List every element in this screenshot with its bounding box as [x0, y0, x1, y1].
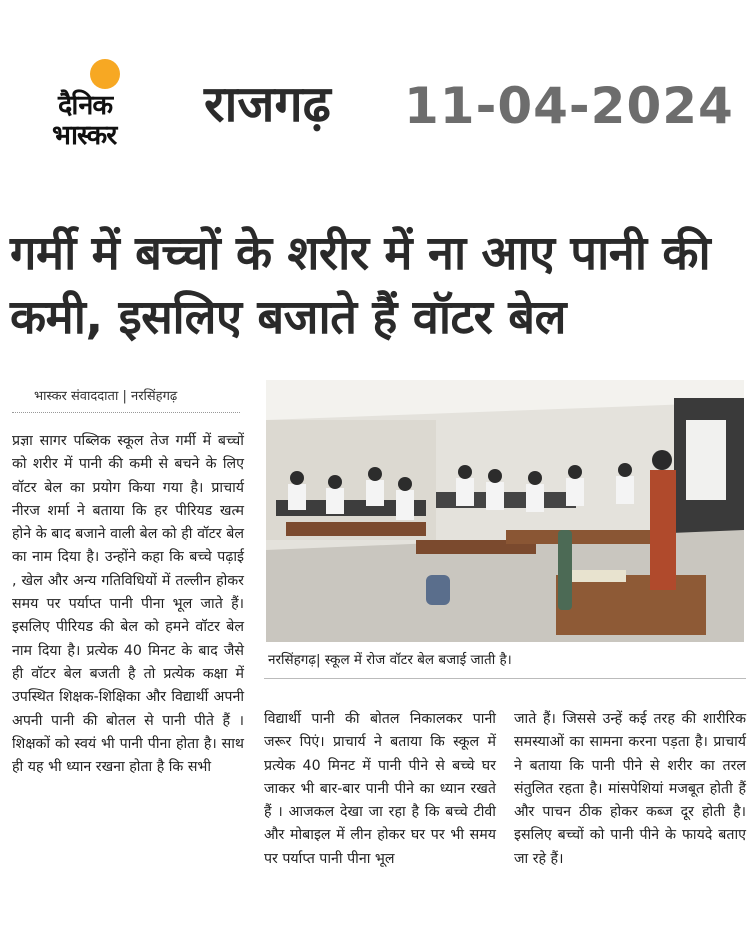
edition-city: राजगढ़ — [204, 75, 331, 133]
classroom-photo — [266, 380, 744, 642]
article-column-2: विद्यार्थी पानी की बोतल निकालकर पानी जरूर पिएं। प्राचार्य ने बताया कि स्कूल में प्रत्येक 40 मिनट में पानी पीने से बच्चे घर जाकर भी बार-बार पानी पीने का ध्यान रखते हैं । आजकल देखा जा रहा है कि बच्चे टीवी और मोबाइल में लीन होकर घर पर भी समय पर पर्याप्त पानी पीना भूल — [264, 711, 496, 867]
byline-divider — [12, 412, 240, 413]
dainik-bhaskar-logo — [50, 55, 162, 173]
article-column-3: जाते हैं। जिससे उन्हें कई तरह की शारीरिक समस्याओं का सामना करना पड़ता है। प्राचार्य ने बताया कि पानी पीने से शरीर का तरल संतुलित रहता है। मांसपेशियां मजबूत होती हैं और पाचन ठीक होकर कब्ज दूर होती है। इसलिए बच्चों को पानी पीने के फायदे बताए जा रहे हैं। — [514, 711, 746, 867]
classroom-photo-illustration — [266, 380, 744, 642]
logo-text-line1: दैनिक — [58, 90, 113, 121]
headline: गर्मी में बच्चों के शरीर में ना आए पानी की कमी, इसलिए बजाते हैं वॉटर बेल — [10, 226, 711, 345]
article-column-1: प्रज्ञा सागर पब्लिक स्कूल तेज गर्मी में बच्चों को शरीर में पानी की कमी से बचने के लिए वॉटर बेल का प्रयोग किया गया है। प्राचार्य नीरज शर्मा ने बताया कि हर पीरियड खत्म होने के बाद बजाने वाली बेल को ही वॉटर बेल का नाम दिया है। उन्होंने कहा कि बच्चे पढ़ाई , खेल और अन्य गतिविधियों में तल्लीन होकर समय पर पर्याप्त पानी पीना भूल जाते हैं। इसलिए पीरियड की बेल को हमने वॉटर बेल नाम दिया है। प्रत्येक 40 मिनट के बाद जैसे ही वॉटर बेल बजती है तो प्रत्येक कक्षा में उपस्थित शिक्षक-शिक्षिका और विद्यार्थी अपनी अपनी पानी की बोतल से पानी पीते हैं । शिक्षकों को स्वयं भी पानी पीना होता है। साथ ही यह भी ध्यान रखना होता है कि सभी — [12, 433, 244, 776]
logo-text-line2: भास्कर — [52, 120, 117, 151]
photo-caption: नरसिंहगढ़| स्कूल में रोज वॉटर बेल बजाई जाती है। — [268, 652, 512, 668]
byline: भास्कर संवाददाता | नरसिंहगढ़ — [34, 389, 178, 404]
edition-date: 11-04-2024 — [404, 77, 734, 135]
sun-icon — [90, 59, 120, 89]
caption-divider — [264, 678, 746, 679]
